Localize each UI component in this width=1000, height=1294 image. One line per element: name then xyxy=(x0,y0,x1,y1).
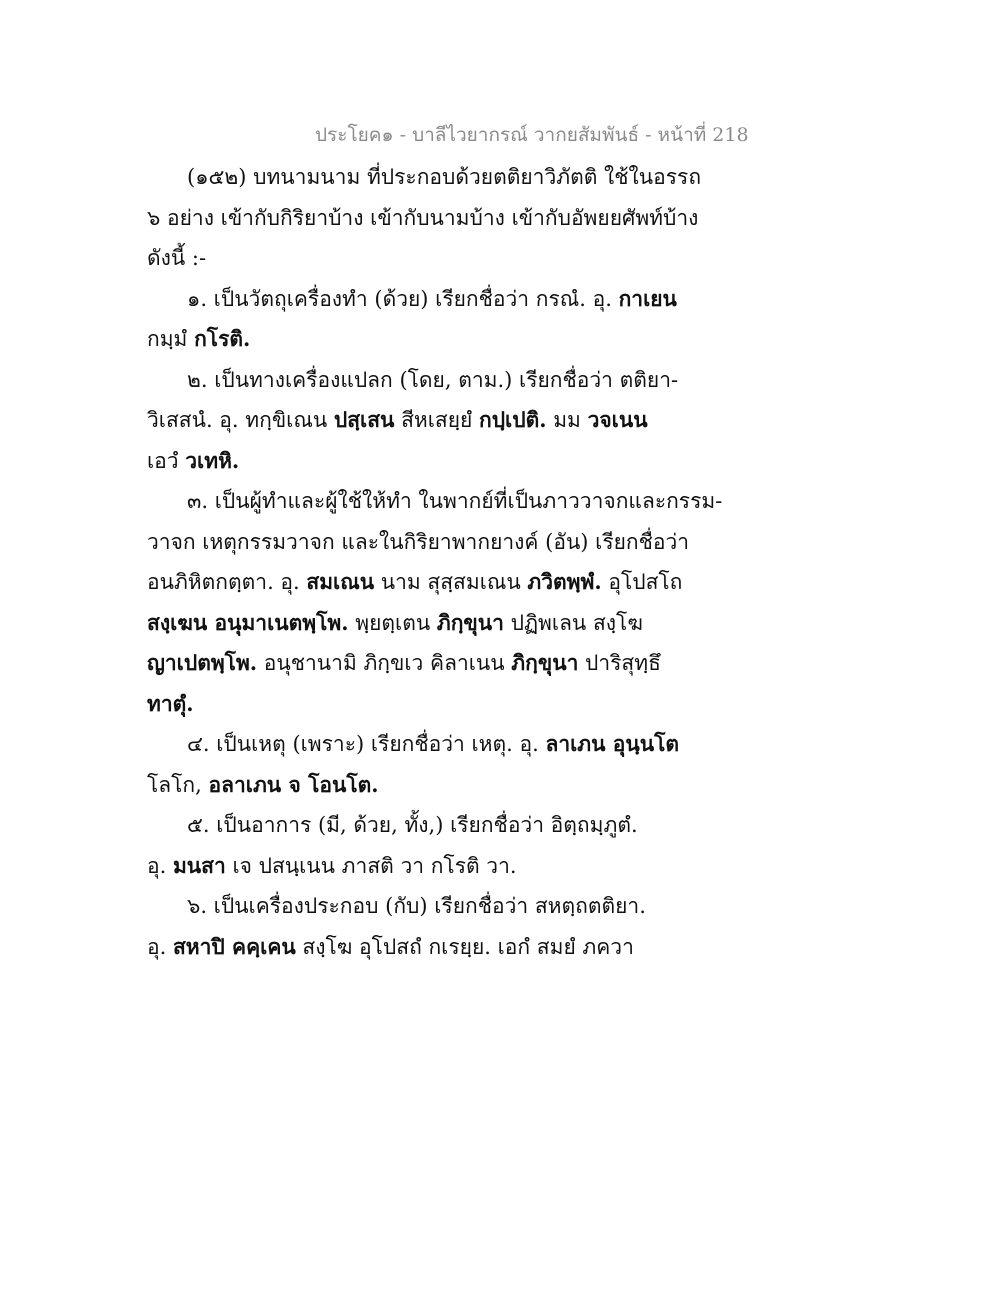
bold-pali-term: มนสา xyxy=(172,852,226,878)
bold-pali-term: วเทหิ. xyxy=(185,447,240,473)
bold-pali-term: กโรติ. xyxy=(194,326,251,351)
bold-pali-term: ลาเภน อุนฺนโต xyxy=(545,731,680,756)
text-line xyxy=(147,927,667,968)
bold-pali-term: สงฺเฆน อนุมาเนตพฺโพ. xyxy=(147,609,349,635)
text-line xyxy=(147,562,683,603)
text-line xyxy=(147,886,667,927)
text-segment: ๑. เป็นวัตถุเครื่องทำ (ด้วย) เรียกชื่อว่า กรณํ. อุ. xyxy=(187,286,619,311)
text-segment: ๒. เป็นทางเครื่องแปลก (โดย, ตาม.) เรียกชื่อว่า ตติยา- xyxy=(187,367,679,392)
text-segment: อุ. xyxy=(147,853,173,878)
text-line xyxy=(147,238,667,279)
bold-pali-term: ปสฺเสน xyxy=(333,407,395,432)
text-line xyxy=(147,846,667,887)
text-segment: พฺยตฺเตน xyxy=(348,610,437,635)
text-line xyxy=(147,441,667,482)
text-segment: ๓. เป็นผู้ทำและผู้ใช้ให้ทำ ในพากย์ที่เป็นภาววาจกและกรรม- xyxy=(187,489,723,513)
bold-pali-term: ทาตุํ. xyxy=(147,690,194,716)
text-line xyxy=(147,765,667,806)
text-line xyxy=(147,157,702,198)
text-segment: มม xyxy=(546,408,588,432)
bold-pali-term: สหาปิ คคฺเคน xyxy=(172,933,296,959)
text-line xyxy=(147,643,667,684)
text-line xyxy=(147,319,667,360)
text-segment: ๕. เป็นอาการ (มี, ด้วย, ทั้ง,) เรียกชื่อว่า อิตฺถมฺภูตํ. xyxy=(187,813,638,837)
text-line xyxy=(147,400,667,441)
text-segment: ๔. เป็นเหตุ (เพราะ) เรียกชื่อว่า เหตุ. อุ. xyxy=(187,732,546,756)
bold-pali-term: ภิกฺขุนา xyxy=(511,650,579,675)
text-segment: ปาริสุทฺธึ xyxy=(578,651,661,675)
bold-pali-term: ภิกฺขุนา xyxy=(436,609,504,635)
bold-pali-term: กาเยน xyxy=(618,285,677,311)
text-segment: อุ. xyxy=(147,934,173,959)
text-line xyxy=(147,198,699,239)
text-segment: วิเสสนํ. อุ. ทกฺขิเณน xyxy=(147,408,334,432)
bold-pali-term: วจเนน xyxy=(587,407,648,432)
text-segment: ๖. เป็นเครื่องประกอบ (กับ) เรียกชื่อว่า สหตฺถตติยา. xyxy=(187,894,646,918)
text-segment: (๑๕๒) บทนามนาม ที่ประกอบด้วยตติยาวิภัตติ ใช้ในอรรถ xyxy=(187,165,702,189)
text-line xyxy=(147,481,723,522)
text-segment: เจ ปสนฺเนน ภาสติ วา กโรติ วา. xyxy=(225,853,517,878)
bold-pali-term: อลาเภน จ โอนโต. xyxy=(208,771,379,797)
text-line xyxy=(147,279,677,320)
text-segment: สงฺโฆ อุโปสถํ กเรยฺย. เอกํ สมยํ ภควา xyxy=(295,934,634,959)
page-header: ประโยค๑ - บาลีไวยากรณ์ วากยสัมพันธ์ - หน้าที่ 218 xyxy=(315,124,749,146)
text-segment: วาจก เหตุกรรมวาจก และในกิริยาพากยางค์ (อัน) เรียกชื่อว่า xyxy=(147,529,690,554)
text-segment: โลโก, xyxy=(147,772,209,797)
text-line xyxy=(147,724,680,765)
bold-pali-term: ภวิตพฺพํ. xyxy=(527,569,602,594)
text-line xyxy=(147,522,690,563)
text-segment: เอวํ xyxy=(147,448,186,473)
text-segment: สีหเสยฺยํ xyxy=(394,408,480,432)
text-segment: กมฺมํ xyxy=(147,327,195,351)
text-segment: ๖ อย่าง เข้ากับกิริยาบ้าง เข้ากับนามบ้าง เข้ากับอัพยยศัพท์บ้าง xyxy=(147,205,699,230)
bold-pali-term: สมเณน xyxy=(306,569,375,594)
text-segment: อนุชานามิ ภิกฺขเว คิลาเนน xyxy=(257,651,512,675)
text-segment: อนภิหิตกตฺตา. อุ. xyxy=(147,570,307,594)
body-text xyxy=(147,157,723,967)
text-line xyxy=(147,603,667,644)
bold-pali-term: กปฺเปติ. xyxy=(479,407,547,432)
text-segment: ดังนี้ :- xyxy=(147,246,207,270)
text-line xyxy=(147,805,667,846)
text-segment: นาม สุสฺสมเณน xyxy=(374,570,528,594)
text-line xyxy=(147,360,679,401)
text-segment: อุโปสโถ xyxy=(601,570,683,594)
text-line xyxy=(147,684,667,725)
text-segment: ปฏิพเลน สงฺโฆ xyxy=(503,610,643,635)
bold-pali-term: ญาเปตพฺโพ. xyxy=(147,650,258,675)
